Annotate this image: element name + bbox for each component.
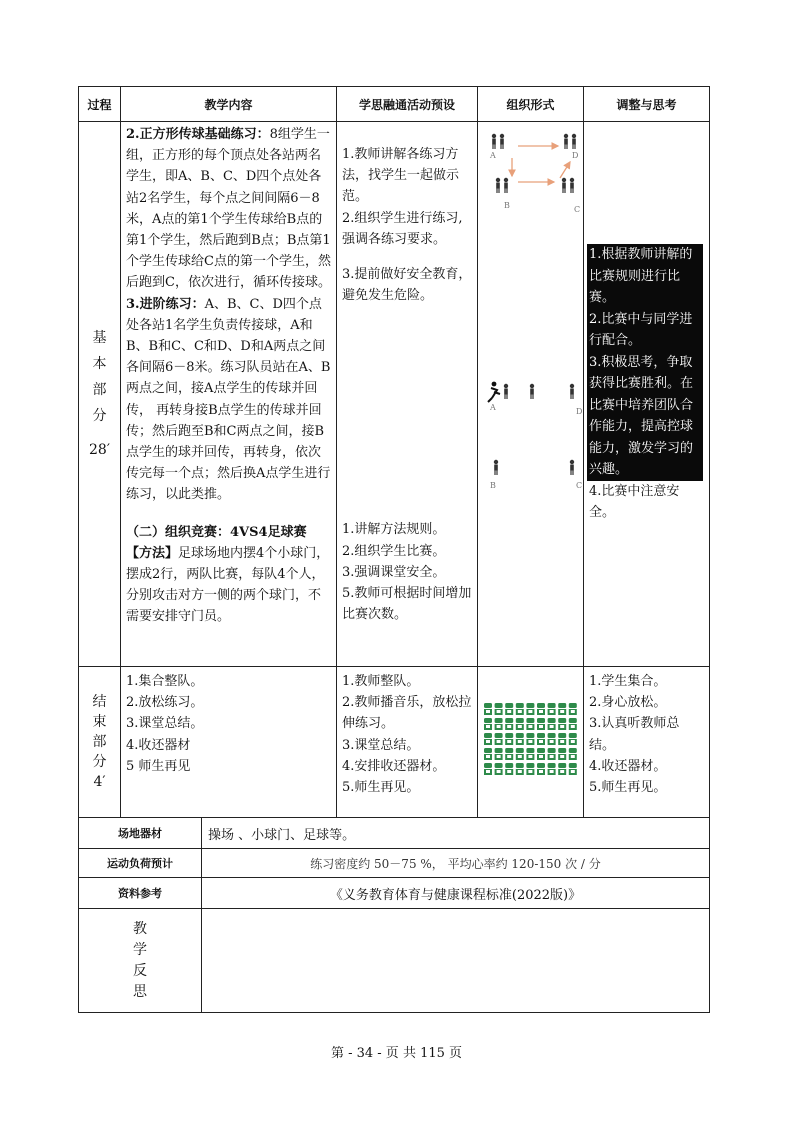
end-activity-item: 5.师生再见。 — [342, 780, 420, 796]
end-section-label: 结 束 部 分 4′ — [79, 667, 121, 818]
end-thinking-item: 1.学生集合。 — [589, 674, 667, 689]
equipment-row — [79, 818, 710, 849]
student-icon — [495, 703, 503, 715]
student-icon — [548, 703, 556, 715]
student-icon — [484, 763, 492, 775]
load-value: 练习密度约 50－75 %， 平均心率约 120-150 次 / 分 — [202, 849, 710, 878]
student-icon — [569, 703, 577, 715]
student-icon — [537, 733, 545, 745]
end-activity-item: 2.教师播音乐，放松拉伸练习。 — [342, 695, 472, 732]
student-formation-grid — [478, 667, 584, 813]
reflection-row — [79, 909, 710, 1013]
student-icon — [505, 703, 513, 715]
student-icon — [526, 763, 534, 775]
p3-body: 足球场地内摆4个小球门，摆成2行，两队比赛，每队4个人，分别攻击对方一侧的两个球门，不需要安排守门员。 — [126, 545, 330, 625]
end-content-item: 5 师生再见 — [126, 758, 191, 774]
end-organization — [478, 667, 584, 818]
student-icon — [516, 763, 524, 775]
student-icon — [484, 748, 492, 760]
basic-activity — [337, 122, 478, 667]
p3-title: （二）组织竞赛：4VS4足球赛 — [126, 524, 307, 540]
end-content — [121, 667, 337, 818]
student-icon — [495, 763, 503, 775]
reflection-value — [202, 909, 710, 1013]
thinking-highlight-block — [587, 244, 703, 481]
student-icon — [548, 733, 556, 745]
student-icon — [537, 748, 545, 760]
student-icon — [516, 718, 524, 730]
student-icon — [484, 718, 492, 730]
header-organization: 组织形式 — [478, 87, 584, 122]
reference-label: 资料参考 — [79, 878, 202, 909]
p3-tag: 【方法】 — [126, 545, 179, 561]
student-icon — [495, 748, 503, 760]
p1-body: 8组学生一组，正方形的每个顶点处各站两名学生，即A、B、C、D四个点处各站2名学生，每个点之间间隔6－8米，A点的第1个学生传球给B点的第1个学生，然后跑到B点；B点第1个学生传球给C点的第一个学生，然后跑到C，依次进行，循环传接球。 — [126, 127, 331, 291]
student-icon — [569, 748, 577, 760]
label-a: A — [490, 403, 496, 412]
header-row — [79, 87, 710, 122]
label-b: B — [504, 201, 510, 210]
student-icon — [569, 718, 577, 730]
basic-thinking — [584, 122, 710, 667]
student-icon — [558, 703, 566, 715]
end-activity — [337, 667, 478, 818]
student-icon — [558, 733, 566, 745]
student-icon — [537, 703, 545, 715]
student-icon — [505, 763, 513, 775]
p1-title: 2.正方形传球基础练习： — [126, 127, 270, 142]
header-activity: 学思融通活动预设 — [337, 87, 478, 122]
end-content-item: 2.放松练习。 — [126, 695, 204, 711]
end-thinking-item: 3.认真听教师总结。 — [589, 716, 680, 753]
student-icon — [548, 748, 556, 760]
end-time: 4′ — [93, 774, 106, 790]
student-icon — [526, 703, 534, 715]
student-icon — [495, 733, 503, 745]
basic-section-label: 基 本 部 分 28′ — [79, 122, 121, 667]
basic-content — [121, 122, 337, 667]
student-icon — [548, 718, 556, 730]
formation-diagram — [478, 122, 584, 662]
page-footer: 第 - 34 - 页 共 115 页 — [330, 1046, 463, 1061]
end-content-item: 3.课堂总结。 — [126, 716, 204, 732]
thinking-item: 4.比赛中注意安全。 — [589, 483, 680, 520]
label-c: C — [576, 481, 583, 490]
load-row — [79, 849, 710, 878]
end-thinking-item: 2.身心放松。 — [589, 695, 667, 711]
reference-row — [79, 878, 710, 909]
p2-body: A、B、C、D四个点处各站1名学生负责传接球，A和B、B和C、C和D、D和A两点之间各间隔6－8米。练习队员站在A、B两点之间，接A点学生的传球并回传， 再转身接B点学生的传球并回传；然后跑至B和C两点之间，接B点学生的球并回传，再转身，依次传完每一个点；然后换A点学生进行练习，以此类推。 — [126, 296, 331, 503]
student-icon — [505, 718, 513, 730]
basic-organization — [478, 122, 584, 667]
student-icon — [558, 718, 566, 730]
student-icon — [569, 733, 577, 745]
end-activity-item: 3.课堂总结。 — [342, 737, 420, 753]
student-icon — [484, 733, 492, 745]
load-label: 运动负荷预计 — [79, 849, 202, 878]
equipment-label: 场地器材 — [79, 818, 202, 849]
student-icon — [526, 733, 534, 745]
student-icon — [484, 703, 492, 715]
label-a: A — [490, 151, 496, 160]
activity-item: 2.组织学生比赛。 — [342, 543, 446, 559]
thinking-item: 2.比赛中与同学进行配合。 — [589, 311, 693, 348]
reference-value: 《义务教育体育与健康课程标准(2022版)》 — [202, 878, 710, 909]
activity-item: 5.教师可根据时间增加比赛次数。 — [342, 586, 472, 623]
student-icon — [505, 733, 513, 745]
end-thinking — [584, 667, 710, 818]
student-icon — [526, 718, 534, 730]
student-icon — [516, 703, 524, 715]
end-activity-item: 4.安排收还器材。 — [342, 758, 446, 774]
header-content: 教学内容 — [121, 87, 337, 122]
label-d: D — [576, 407, 583, 416]
end-content-item: 4.收还器材 — [126, 737, 191, 753]
student-icon — [516, 748, 524, 760]
basic-section-row — [79, 122, 710, 667]
basic-time: 28′ — [89, 442, 110, 458]
runner-icon — [488, 382, 500, 402]
end-activity-item: 1.教师整队。 — [342, 674, 420, 689]
student-icon — [505, 748, 513, 760]
activity-item: 3.强调课堂安全。 — [342, 564, 446, 580]
activity-item: 3.提前做好安全教育，避免发生危险。 — [342, 267, 472, 304]
reflection-label: 教 学 反 思 — [79, 909, 202, 1013]
label-d: D — [572, 151, 579, 160]
student-icon — [537, 763, 545, 775]
student-icon — [495, 718, 503, 730]
thinking-item: 3.积极思考，争取获得比赛胜利。在比赛中培养团队合作能力，提高控球能力，激发学习的兴趣。 — [589, 354, 694, 477]
lesson-plan-table — [78, 86, 710, 1013]
header-process: 过程 — [79, 87, 121, 122]
end-section-row — [79, 667, 710, 818]
student-icon — [569, 763, 577, 775]
activity-item: 1.教师讲解各练习方法，找学生一起做示范。 — [342, 147, 460, 205]
thinking-item: 1.根据教师讲解的比赛规则进行比赛。 — [589, 247, 693, 305]
end-thinking-item: 5.师生再见。 — [589, 780, 667, 796]
end-thinking-item: 4.收还器材。 — [589, 758, 667, 774]
equipment-value: 操场 、小球门、足球等。 — [202, 818, 710, 849]
student-icon — [548, 763, 556, 775]
header-thinking: 调整与思考 — [584, 87, 710, 122]
student-icon — [558, 748, 566, 760]
p2-title: 3.进阶练习： — [126, 296, 205, 312]
activity-item: 2.组织学生进行练习,强调各练习要求。 — [342, 210, 463, 247]
student-icon — [516, 733, 524, 745]
student-icon — [558, 763, 566, 775]
student-icon — [526, 748, 534, 760]
label-b: B — [490, 481, 496, 490]
student-icon — [537, 718, 545, 730]
label-c: C — [574, 205, 581, 214]
end-content-item: 1.集合整队。 — [126, 674, 204, 689]
activity-item: 1.讲解方法规则。 — [342, 522, 446, 538]
pass-arrow — [560, 162, 570, 178]
